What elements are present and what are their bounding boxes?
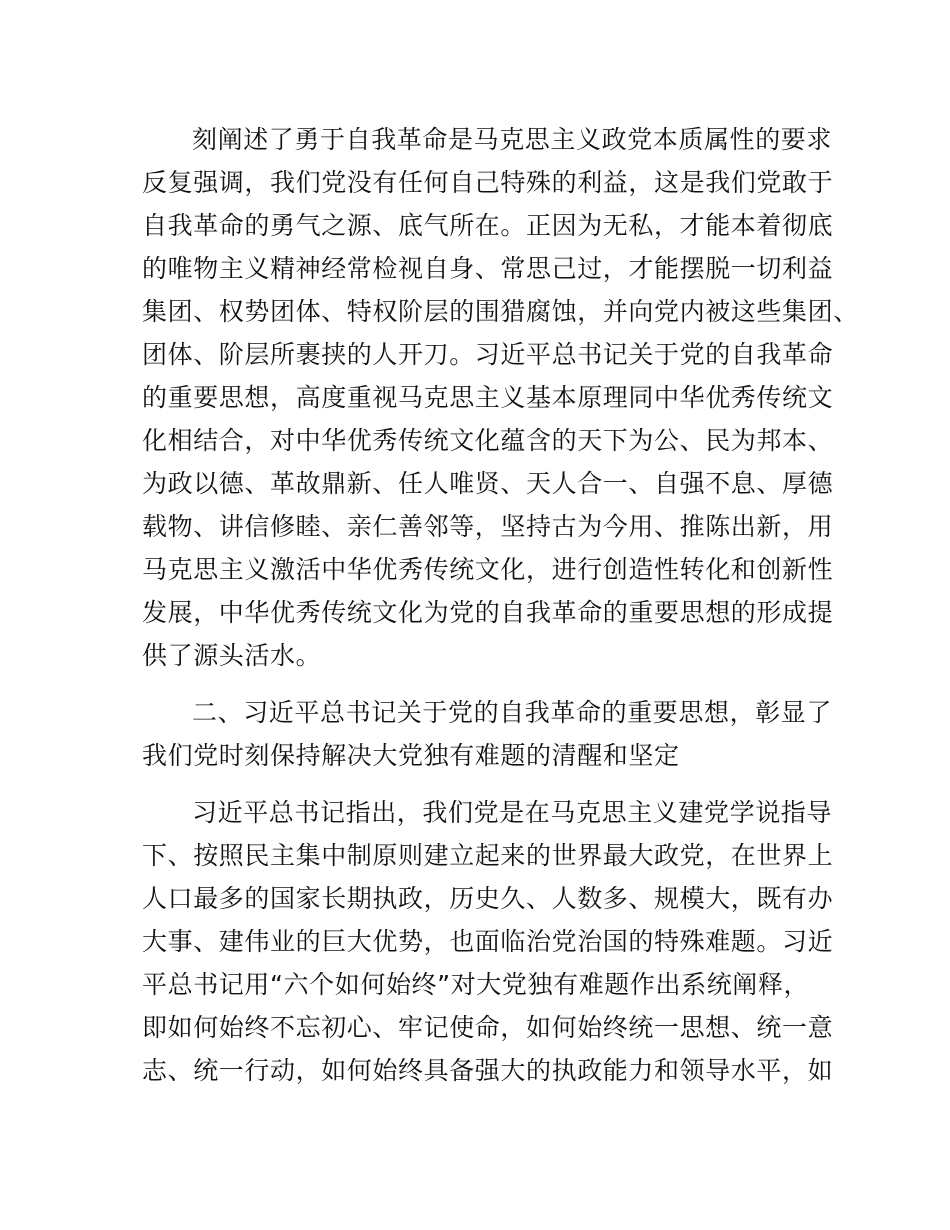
text-line: 的重要思想，高度重视马克思主义基本原理同中华优秀传统文 bbox=[142, 383, 834, 412]
section-heading-line: 我们党时刻保持解决大党独有难题的清醒和坚定 bbox=[142, 741, 680, 770]
text-line: 人口最多的国家长期执政，历史久、人数多、规模大，既有办 bbox=[142, 884, 834, 913]
text-line: 平总书记用“六个如何始终”对大党独有难题作出系统阐释， bbox=[142, 970, 810, 999]
text-line: 反复强调，我们党没有任何自己特殊的利益，这是我们党敢于 bbox=[142, 168, 834, 197]
text-line: 大事、建伟业的巨大优势，也面临治党治国的特殊难题。习近 bbox=[142, 927, 834, 956]
text-line: 志、统一行动，如何始终具备强大的执政能力和领导水平，如 bbox=[142, 1056, 834, 1085]
section-heading-line: 二、习近平总书记关于党的自我革命的重要思想，彰显了 bbox=[192, 698, 833, 727]
text-line: 刻阐述了勇于自我革命是马克思主义政党本质属性的要求 bbox=[192, 125, 833, 154]
text-line: 即如何始终不忘初心、牢记使命，如何始终统一思想、统一意 bbox=[142, 1013, 834, 1042]
text-line: 自我革命的勇气之源、底气所在。正因为无私，才能本着彻底 bbox=[142, 211, 834, 240]
text-line: 团体、阶层所裹挟的人开刀。习近平总书记关于党的自我革命 bbox=[142, 340, 834, 369]
text-line: 的唯物主义精神经常检视自身、常思己过，才能摆脱一切利益 bbox=[142, 254, 834, 283]
text-line: 化相结合，对中华优秀传统文化蕴含的天下为公、民为邦本、 bbox=[142, 426, 834, 455]
text-line: 集团、权势团体、特权阶层的围猎腐蚀，并向党内被这些集团、 bbox=[142, 297, 859, 326]
text-line: 载物、讲信修睦、亲仁善邻等，坚持古为今用、推陈出新，用 bbox=[142, 512, 834, 541]
text-line: 发展，中华优秀传统文化为党的自我革命的重要思想的形成提 bbox=[142, 598, 834, 627]
text-line: 为政以德、革故鼎新、任人唯贤、天人合一、自强不息、厚德 bbox=[142, 469, 834, 498]
text-line: 习近平总书记指出，我们党是在马克思主义建党学说指导 bbox=[192, 798, 833, 827]
text-line: 下、按照民主集中制原则建立起来的世界最大政党，在世界上 bbox=[142, 841, 834, 870]
text-line: 供了源头活水。 bbox=[142, 641, 322, 670]
text-line: 马克思主义激活中华优秀传统文化，进行创造性转化和创新性 bbox=[142, 555, 834, 584]
